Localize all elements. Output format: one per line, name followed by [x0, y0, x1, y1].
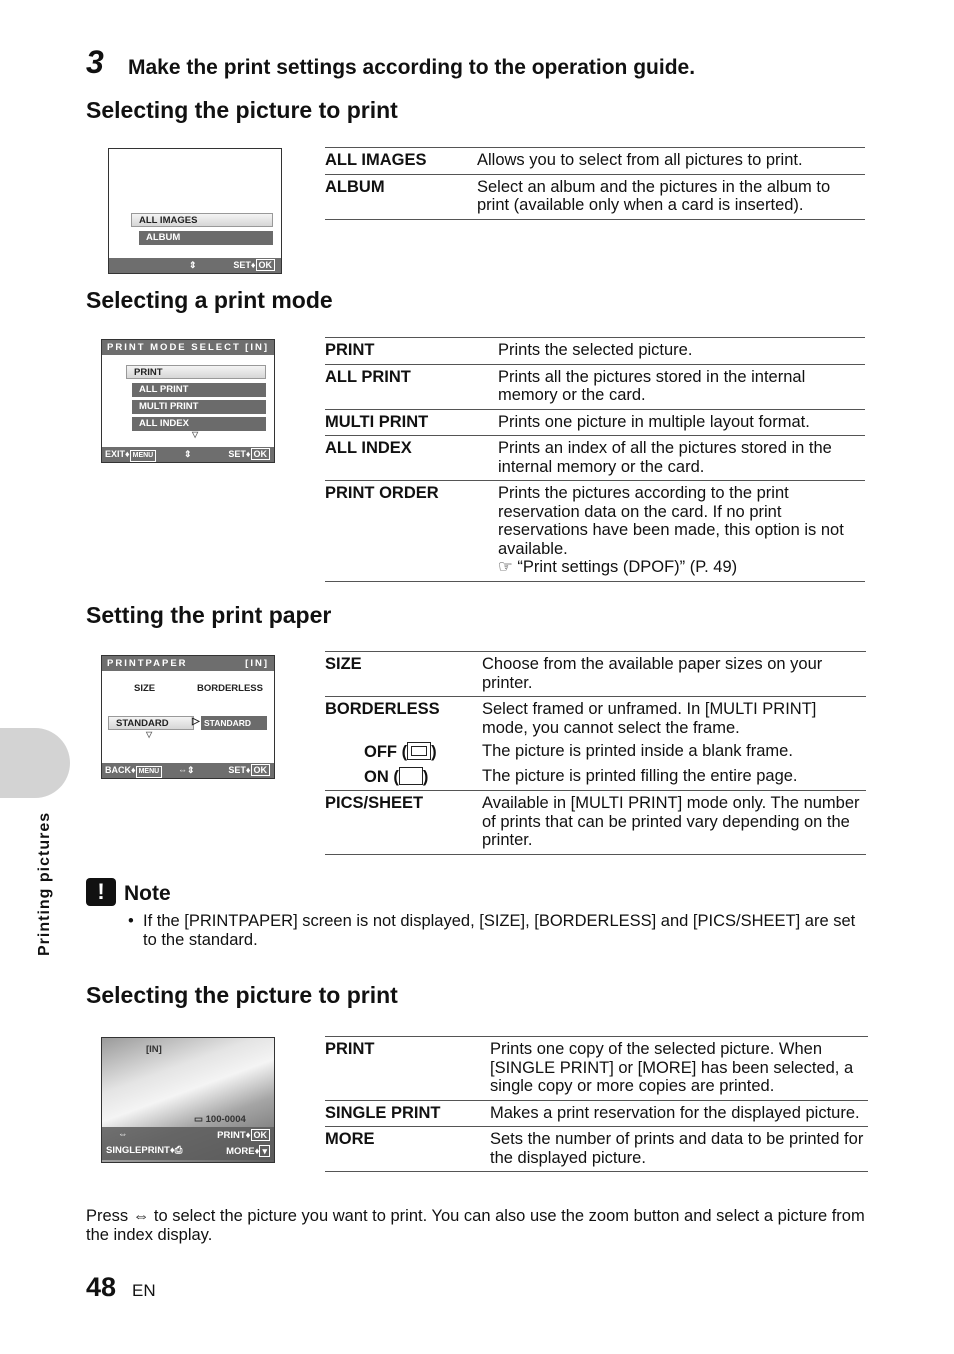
bullet-icon: •: [128, 912, 134, 930]
table-row: SIZE Choose from the available paper sizes on your printer.: [325, 652, 866, 697]
scroll-down-icon: ▽: [146, 730, 153, 739]
four-way-icon: ⇔⇕: [178, 765, 195, 775]
table-row: PICS/SHEET Available in [MULTI PRINT] mode only. The number of prints that can be printed vary depending on the printer.: [325, 791, 866, 855]
screen-col-size: SIZE: [134, 683, 156, 694]
screen-col-borderless: BORDERLESS: [197, 683, 263, 694]
table-row: PRINT Prints the selected picture.: [325, 338, 865, 365]
table-row: MORE Sets the number of prints and data to be printed for the displayed picture.: [325, 1127, 868, 1172]
borderless-icon: [399, 767, 423, 785]
row-key: ALBUM: [325, 174, 477, 219]
section-title-select-picture: Selecting the picture to print: [86, 97, 398, 123]
screen-item-print: PRINT: [126, 365, 266, 379]
memory-tag: [IN]: [146, 1044, 162, 1055]
arrow-right-icon: ▷: [192, 716, 200, 727]
press-instruction: Press ⇔ to select the picture you want to print. You can also use the zoom button and select a picture from the index display.: [86, 1207, 865, 1244]
note-title: Note: [124, 882, 171, 905]
table-print-paper: [325, 651, 866, 855]
section-title-print-paper: Setting the print paper: [86, 602, 332, 628]
screen-val-borderless: STANDARD: [201, 716, 267, 730]
ok-icon: OK: [251, 1129, 271, 1141]
scroll-down-icon: ▽: [192, 430, 199, 439]
ok-icon: OK: [256, 259, 276, 271]
framed-icon: [407, 742, 431, 760]
section-title-print-mode: Selecting a print mode: [86, 287, 333, 313]
exclamation-icon: !: [86, 878, 116, 906]
table-select-picture: [325, 147, 865, 220]
footer-set: SET: [233, 260, 251, 270]
camera-screen-select-picture: [108, 148, 282, 274]
screen-item-all-images: ALL IMAGES: [131, 213, 273, 227]
row-desc: Select an album and the pictures in the album to print (available only when a card is inserted).: [477, 174, 865, 219]
page-language: EN: [132, 1281, 156, 1300]
section-title-select-picture-2: Selecting the picture to print: [86, 982, 398, 1008]
screen-item-multi-print: MULTI PRINT: [132, 400, 266, 414]
screen-header: PRINT MODE SELECT [IN]: [102, 340, 274, 355]
camera-screen-playback: [101, 1037, 275, 1163]
screen-footer: ⇕ SET♦ OK: [109, 258, 281, 273]
row-desc: Allows you to select from all pictures to print.: [477, 148, 865, 175]
table-row: [325, 174, 865, 219]
note-text: If the [PRINTPAPER] screen is not displayed, [SIZE], [BORDERLESS] and [PICS/SHEET] are set to the standard.: [143, 912, 856, 949]
step-text: Make the print settings according to the operation guide.: [128, 56, 696, 79]
table-row: SINGLE PRINT Makes a print reservation for the displayed picture.: [325, 1100, 868, 1127]
updown-icon: ⇕: [189, 260, 197, 270]
table-row: ON ( ) The picture is printed filling the entire page.: [325, 764, 866, 791]
screen-footer: BACK♦ MENU ⇔⇕ SET♦ OK: [102, 763, 274, 778]
screen-item-all-print: ALL PRINT: [132, 383, 266, 397]
file-number: ▭ 100-0004: [194, 1114, 246, 1125]
card-icon: ▭: [194, 1114, 203, 1125]
menu-icon: MENU: [130, 450, 157, 462]
down-icon: ▾: [259, 1145, 270, 1157]
print-icon: ⎙: [174, 1145, 183, 1156]
reference-hand-icon: ☞: [498, 558, 513, 576]
ok-icon: OK: [251, 448, 271, 460]
left-right-icon: ⇔: [118, 1129, 128, 1140]
ok-icon: OK: [251, 764, 271, 776]
table-row: ALL INDEX Prints an index of all the pictures stored in the internal memory or the card.: [325, 436, 865, 481]
camera-screen-print-paper: [101, 655, 275, 779]
table-row: PRINT Prints one copy of the selected picture. When [SINGLE PRINT] or [MORE] has been selected, a single copy or more copies are printed.: [325, 1037, 868, 1101]
table-row: ALL PRINT Prints all the pictures stored in the internal memory or the card.: [325, 364, 865, 409]
reference-link[interactable]: “Print settings (DPOF)” (P. 49): [517, 558, 738, 576]
table-select-picture-2: [325, 1036, 868, 1172]
screen-header: PRINTPAPER [IN]: [102, 656, 274, 671]
chapter-label: Printing pictures: [36, 811, 53, 956]
row-key: ALL IMAGES: [325, 148, 477, 175]
screen-val-size: STANDARD: [108, 716, 194, 730]
screen-footer: EXIT♦ MENU ⇕ SET♦ OK: [102, 447, 274, 462]
updown-icon: ⇕: [184, 449, 192, 459]
left-right-arrow-icon: ⇔: [132, 1207, 150, 1225]
step-number: 3: [86, 44, 104, 80]
screen-footer: ⇔ PRINT♦ OK SINGLEPRINT♦⎙ MORE♦ ▾: [102, 1127, 274, 1160]
table-row: BORDERLESS Select framed or unframed. In [MULTI PRINT] mode, you cannot select the frame.: [325, 700, 817, 737]
menu-icon: MENU: [136, 766, 163, 778]
screen-item-all-index: ALL INDEX: [132, 417, 266, 431]
table-row: MULTI PRINT Prints one picture in multiple layout format.: [325, 409, 865, 436]
table-row: OFF ( ) The picture is printed inside a blank frame.: [364, 742, 793, 761]
screen-item-album: ALBUM: [139, 231, 273, 245]
page-number: 48: [86, 1272, 117, 1302]
table-row: PRINT ORDER Prints the pictures according to the print reservation data on the card. If no print reservations have been made, this option is not available. ☞ “Print settings (DPOF)” (P. 49): [325, 481, 865, 582]
table-print-mode: [325, 337, 865, 582]
table-row: [325, 148, 865, 175]
chapter-tab: [0, 728, 70, 798]
camera-screen-print-mode: [101, 339, 275, 463]
